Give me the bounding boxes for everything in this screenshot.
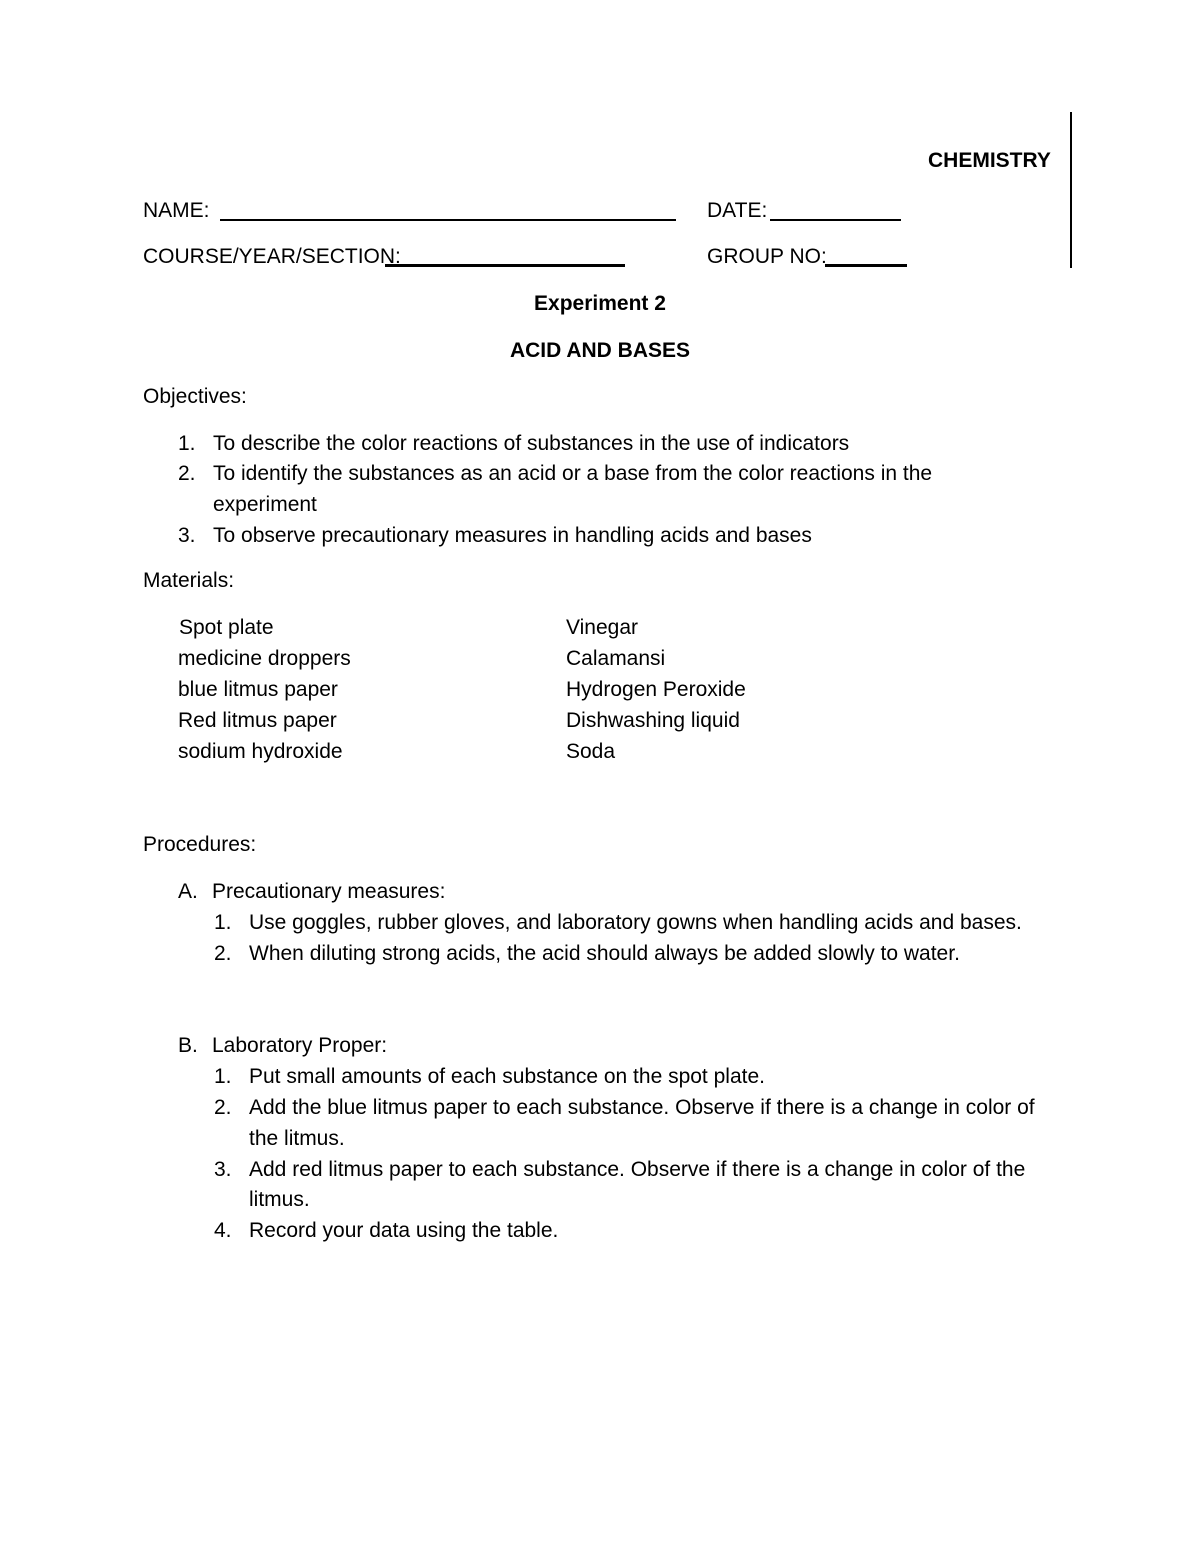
material-item: Hydrogen Peroxide: [566, 678, 746, 701]
section-b-letter: B.: [178, 1034, 198, 1057]
procedure-number: 1.: [214, 911, 232, 934]
course-label: COURSE/YEAR/SECTION:: [143, 245, 401, 268]
procedure-text-continued: litmus.: [249, 1188, 310, 1211]
subject-title: CHEMISTRY: [928, 149, 1051, 172]
procedure-text: Add red litmus paper to each substance. Observe if there is a change in color of the: [249, 1158, 1026, 1181]
section-b-title: Laboratory Proper:: [212, 1034, 388, 1057]
group-field[interactable]: [825, 264, 907, 267]
procedure-number: 2.: [214, 1096, 232, 1119]
material-item: Calamansi: [566, 647, 666, 670]
material-item: medicine droppers: [178, 647, 351, 670]
objective-text: To observe precautionary measures in handling acids and bases: [213, 524, 812, 547]
procedure-number: 2.: [214, 942, 232, 965]
material-item: sodium hydroxide: [178, 740, 343, 763]
material-item: Dishwashing liquid: [566, 709, 740, 732]
material-item: Soda: [566, 740, 616, 763]
objectives-heading: Objectives:: [143, 385, 247, 408]
procedure-text-continued: the litmus.: [249, 1127, 345, 1150]
objective-text: To identify the substances as an acid or a base from the color reactions in the: [213, 462, 933, 485]
procedure-number: 4.: [214, 1219, 232, 1242]
procedure-text: Add the blue litmus paper to each substance. Observe if there is a change in color of: [249, 1096, 1035, 1119]
procedure-text: Put small amounts of each substance on the spot plate.: [249, 1065, 765, 1088]
objective-text: To describe the color reactions of substances in the use of indicators: [213, 432, 850, 455]
objective-number: 3.: [178, 524, 196, 547]
date-label: DATE:: [707, 199, 768, 222]
objective-number: 2.: [178, 462, 196, 485]
section-a-title: Precautionary measures:: [212, 880, 446, 903]
experiment-title: Experiment 2: [534, 292, 666, 315]
course-field[interactable]: [385, 264, 625, 267]
name-label: NAME:: [143, 199, 210, 222]
objective-text-continued: experiment: [213, 493, 317, 516]
procedure-text: Record your data using the table.: [249, 1219, 559, 1242]
group-label: GROUP NO:: [707, 245, 827, 268]
section-a-letter: A.: [178, 880, 198, 903]
date-field[interactable]: [770, 219, 901, 221]
materials-heading: Materials:: [143, 569, 235, 592]
procedure-text: Use goggles, rubber gloves, and laboratory gowns when handling acids and bases.: [249, 911, 1022, 934]
topic-title: ACID AND BASES: [509, 339, 691, 362]
material-item: Spot plate: [179, 616, 274, 639]
procedure-text: When diluting strong acids, the acid should always be added slowly to water.: [249, 942, 960, 965]
procedures-heading: Procedures:: [143, 833, 257, 856]
procedure-number: 3.: [214, 1158, 232, 1181]
material-item: Vinegar: [566, 616, 639, 639]
procedure-number: 1.: [214, 1065, 232, 1088]
objective-number: 1.: [178, 432, 196, 455]
material-item: blue litmus paper: [178, 678, 338, 701]
material-item: Red litmus paper: [178, 709, 337, 732]
name-field[interactable]: [220, 219, 676, 221]
header-vertical-rule: [1070, 112, 1072, 268]
